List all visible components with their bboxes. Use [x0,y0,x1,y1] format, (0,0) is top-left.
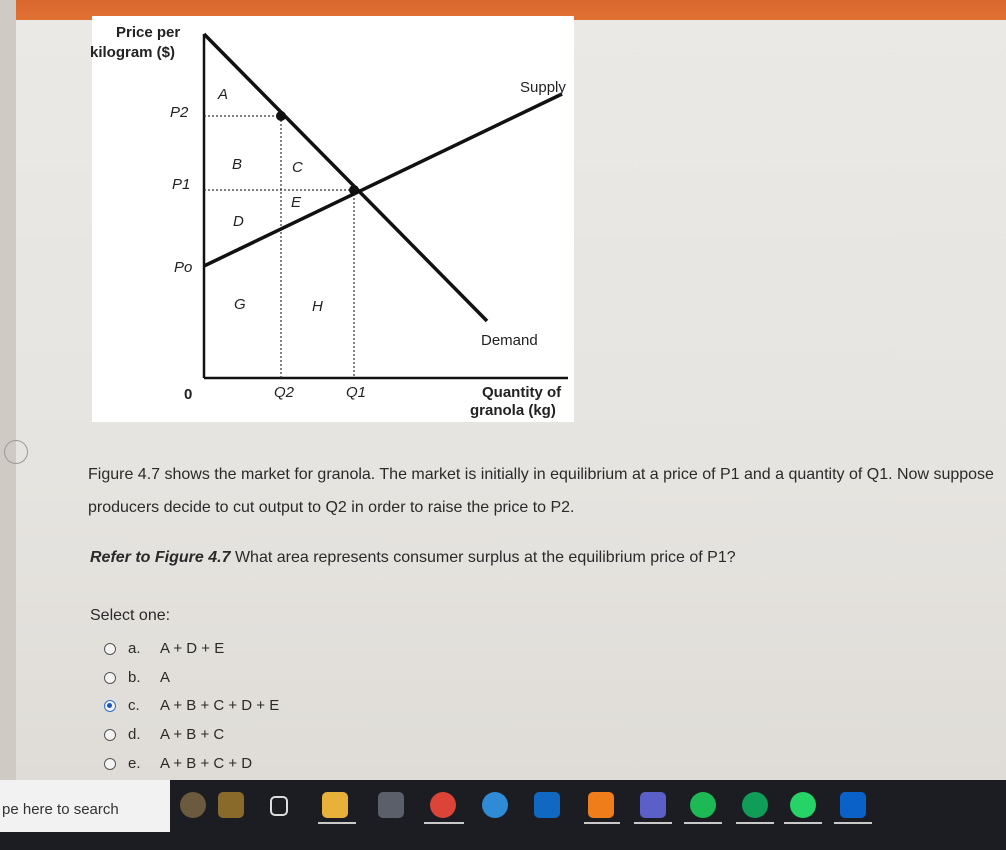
p0-label: Po [174,259,193,276]
option-text: A + B + C + D [160,755,253,772]
option-text: A + B + C + D + E [160,697,280,714]
active-indicator [318,822,356,824]
active-indicator [634,822,672,824]
supply-label: Supply [520,79,566,96]
taskview-icon[interactable] [270,796,288,816]
taskbar-search-box[interactable] [0,780,170,832]
option-letter: c. [128,697,140,714]
y-axis-label-1: Price per [116,24,181,41]
left-panel-edge [0,0,16,780]
area-c-label: C [292,159,303,176]
active-indicator [584,822,620,824]
figure-4-7 [92,16,574,422]
x-axis-label-2: granola (kg) [470,402,556,419]
whatsapp-icon[interactable] [790,792,816,818]
option-e[interactable] [104,755,252,772]
option-a[interactable] [104,640,224,657]
origin-label: 0 [184,386,193,403]
supply-demand-graph [92,16,574,422]
demand-curve [204,34,487,321]
q2-label: Q2 [274,384,295,401]
safari-icon[interactable] [482,792,508,818]
area-b-label: B [232,156,243,173]
option-letter: e. [128,755,141,772]
supply-curve [204,94,562,266]
option-letter: a. [128,640,141,657]
area-a-label: A [218,86,229,103]
file-explorer-icon[interactable] [322,792,348,818]
y-axis-label-2: kilogram ($) [90,44,176,61]
option-letter: d. [128,726,141,743]
cortana-icon[interactable] [180,792,206,818]
game-icon[interactable] [218,792,244,818]
option-text: A + B + C [160,726,225,743]
navigation-circle-icon[interactable] [4,440,28,464]
radio-icon[interactable] [104,758,116,770]
active-indicator [784,822,822,824]
active-indicator [684,822,722,824]
area-h-label: H [312,298,323,315]
p2-label: P2 [170,104,189,121]
radio-icon[interactable] [104,729,116,741]
search-placeholder: pe here to search [2,801,119,818]
option-b[interactable] [104,669,170,686]
chrome-icon[interactable] [430,792,456,818]
radio-selected-icon[interactable] [104,700,116,712]
outlook-new-icon[interactable] [840,792,866,818]
question-body: What area represents consumer surplus at the equilibrium price of P1? [234,549,736,566]
active-indicator [424,822,464,824]
question-text [90,549,736,567]
option-text: A [160,669,171,686]
area-e-label: E [291,194,302,211]
radio-icon[interactable] [104,643,116,655]
option-c[interactable] [104,697,279,714]
outlook-icon[interactable] [534,792,560,818]
spotify-icon[interactable] [690,792,716,818]
area-d-label: D [233,213,244,230]
option-d[interactable] [104,726,224,743]
chrome-profile-icon[interactable] [742,792,768,818]
teams-icon[interactable] [640,792,666,818]
select-one-label: Select one: [90,607,171,624]
p2-point [276,111,286,121]
equilibrium-point [349,185,359,195]
radio-icon[interactable] [104,672,116,684]
question-figure-ref: Refer to Figure 4.7 [90,549,231,566]
option-letter: b. [128,669,141,686]
p1-label: P1 [172,176,191,193]
active-indicator [834,822,872,824]
active-indicator [736,822,774,824]
vlc-icon[interactable] [588,792,614,818]
calculator-icon[interactable] [378,792,404,818]
q1-label: Q1 [346,384,367,401]
windows-taskbar [0,780,1006,850]
x-axis-label-1: Quantity of [482,384,562,401]
figure-caption: Figure 4.7 shows the market for granola. The market is initially in equilibrium at a price of P1 and a quantity of Q1. Now suppose producers decide to cut output to Q2 in order to raise the price to P2. [88,466,994,516]
area-g-label: G [234,296,246,313]
demand-label: Demand [481,332,538,349]
option-text: A + D + E [160,640,225,657]
